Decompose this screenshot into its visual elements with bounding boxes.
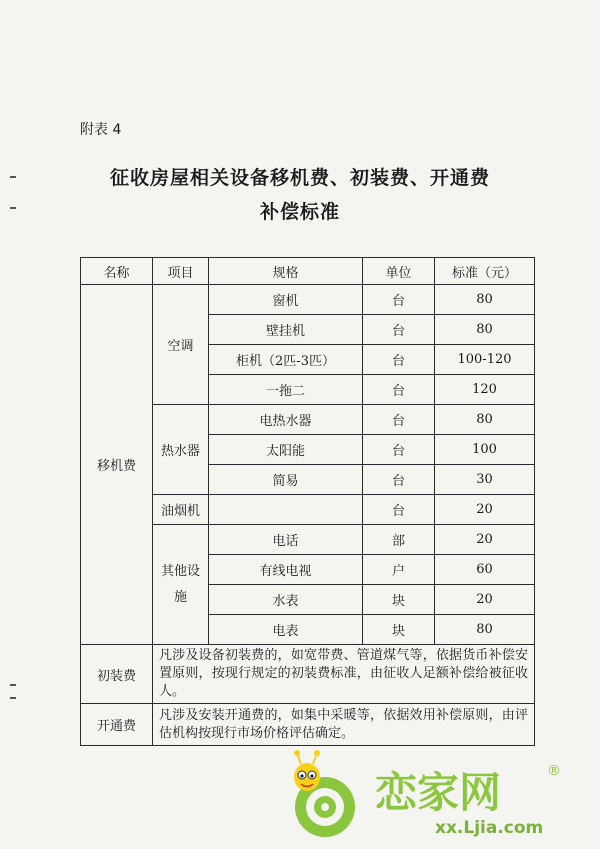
standard-cell: 20: [435, 525, 535, 555]
scan-mark: [10, 207, 16, 209]
header-item: 项目: [153, 258, 209, 285]
spec-cell: 电热水器: [209, 405, 363, 435]
group-other: 其他设施: [153, 525, 209, 645]
spec-cell: 一拖二: [209, 375, 363, 405]
group-ac: 空调: [153, 285, 209, 405]
install-fee-text: 凡涉及设备初装费的，如宽带费、管道煤气等，依据货币补偿安置原则，按现行规定的初装费标准，由征收人足额补偿给被征收人。: [153, 645, 535, 704]
standard-cell: 20: [435, 585, 535, 615]
standard-cell: 80: [435, 615, 535, 645]
unit-cell: 块: [363, 615, 435, 645]
standard-cell: 100-120: [435, 345, 535, 375]
spec-cell: 简易: [209, 465, 363, 495]
standard-cell: 60: [435, 555, 535, 585]
header-spec: 规格: [209, 258, 363, 285]
snail-logo-icon: [285, 745, 585, 845]
table-row: [81, 704, 535, 746]
standard-cell: 80: [435, 285, 535, 315]
spec-cell: 有线电视: [209, 555, 363, 585]
group-hood: 油烟机: [153, 495, 209, 525]
annex-label: 附表 4: [80, 122, 122, 138]
header-standard: 标准（元）: [435, 258, 535, 285]
standard-cell: 80: [435, 315, 535, 345]
spec-cell: 柜机（2匹-3匹）: [209, 345, 363, 375]
spec-cell: 壁挂机: [209, 315, 363, 345]
spec-cell: 水表: [209, 585, 363, 615]
standard-cell: 80: [435, 405, 535, 435]
unit-cell: 台: [363, 435, 435, 465]
unit-cell: 台: [363, 285, 435, 315]
unit-cell: 块: [363, 585, 435, 615]
scan-mark: [10, 176, 16, 178]
open-fee-text: 凡涉及安装开通费的，如集中采暖等，依据效用补偿原则，由评估机构按现行市场价格评估确定。: [153, 704, 535, 746]
table-row: [81, 285, 535, 315]
header-name: 名称: [81, 258, 153, 285]
page-subtitle: 补偿标准: [259, 201, 340, 223]
unit-cell: 部: [363, 525, 435, 555]
spec-cell: 电话: [209, 525, 363, 555]
spec-cell: 电表: [209, 615, 363, 645]
spec-cell: 太阳能: [209, 435, 363, 465]
standard-cell: 120: [435, 375, 535, 405]
watermark-url: xx.Ljia.com: [435, 818, 544, 838]
move-fee-cell: 移机费: [81, 285, 153, 645]
unit-cell: 台: [363, 405, 435, 435]
page-title: 征收房屋相关设备移机费、初装费、开通费: [109, 167, 490, 189]
open-fee-name: 开通费: [81, 704, 153, 746]
spec-cell: 窗机: [209, 285, 363, 315]
spec-cell: [209, 495, 363, 525]
unit-cell: 台: [363, 375, 435, 405]
unit-cell: 台: [363, 315, 435, 345]
watermark-brand: 恋家网: [375, 768, 502, 817]
unit-cell: 台: [363, 345, 435, 375]
unit-cell: 户: [363, 555, 435, 585]
standard-cell: 20: [435, 495, 535, 525]
scan-mark: [10, 684, 16, 686]
install-fee-name: 初装费: [81, 645, 153, 704]
table-header-row: [81, 258, 535, 285]
scan-mark: [10, 697, 16, 699]
watermark-logo: [285, 745, 585, 845]
unit-cell: 台: [363, 465, 435, 495]
compensation-table: [80, 257, 535, 746]
unit-cell: 台: [363, 495, 435, 525]
group-heater: 热水器: [153, 405, 209, 495]
standard-cell: 100: [435, 435, 535, 465]
header-unit: 单位: [363, 258, 435, 285]
standard-cell: 30: [435, 465, 535, 495]
registered-mark: ®: [547, 763, 561, 779]
table-row: [81, 645, 535, 704]
